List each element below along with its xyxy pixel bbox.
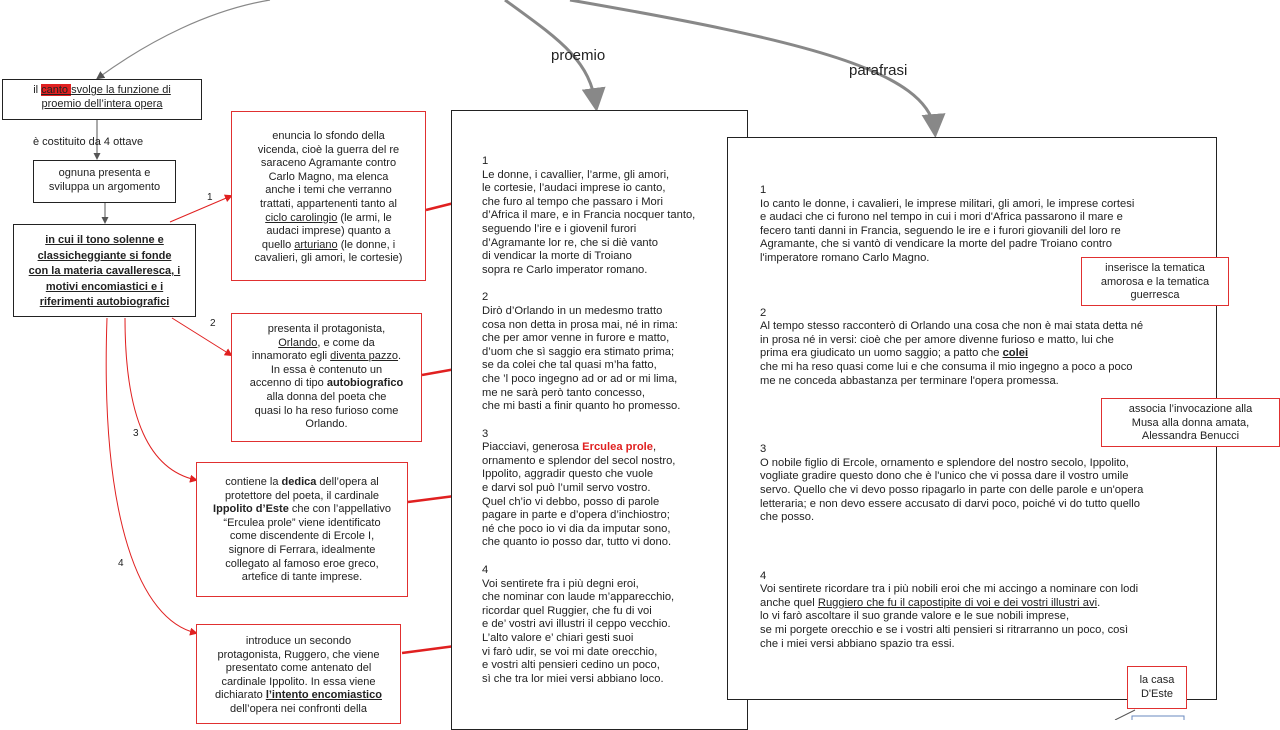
box2-line-1: ognuna presenta e bbox=[58, 167, 151, 179]
note-box-1 bbox=[231, 111, 426, 281]
edge-num-1: 1 bbox=[207, 192, 213, 203]
para-num: 1 bbox=[760, 184, 767, 196]
prose-line: fecero tanti danni in Francia, seguendo le ire e i furori giovanili del loro re bbox=[760, 224, 1121, 237]
verse: pagare in parte e d’opera d’inchiostro; bbox=[482, 509, 670, 522]
prose-line: Io canto le donne, i cavalieri, le imprese militari, gli amori, le imprese cortesi bbox=[760, 197, 1135, 210]
prose-line: e audaci che ci furono nel tempo in cui i mori d'Africa passarono il mare e bbox=[760, 211, 1123, 224]
n1-l6: trattati, appartenenti tanto al bbox=[260, 197, 397, 210]
prose-line: Al tempo stesso racconterò di Orlando una cosa che non è mai stata detta né bbox=[760, 320, 1144, 333]
erculea-prole: Erculea prole bbox=[582, 441, 654, 454]
n3-l5: come discendente di Ercole I, bbox=[229, 530, 375, 543]
proemio-stanza-4 bbox=[482, 564, 747, 686]
verse: e darvi sol può l’umil servo vostro. bbox=[482, 482, 651, 495]
prose-start: anche quel bbox=[760, 596, 818, 609]
stanza-num: 4 bbox=[482, 564, 489, 577]
n3-l2: protettore del poeta, il cardinale bbox=[224, 489, 380, 502]
prose-line: letteraria; e non devo essere accusato di darvi poco, poiché vi do tutto quello bbox=[760, 497, 1140, 510]
verse: Ippolito, aggradir questo che vuole bbox=[482, 468, 654, 481]
prose-end: . bbox=[1097, 596, 1101, 609]
parafrasi-p1 bbox=[760, 184, 1216, 266]
n1-l9a: quello bbox=[261, 238, 295, 251]
verse: d’Agramante lor re, che si diè vanto bbox=[482, 236, 658, 249]
n2-l6: alla donna del poeta che bbox=[266, 390, 387, 403]
box-ottave bbox=[33, 160, 176, 203]
callout-casa-este bbox=[1127, 666, 1187, 709]
verse: sì che tra lor miei versi abbiano loco. bbox=[482, 672, 664, 685]
n4-l3: presentato come antenato del bbox=[225, 662, 372, 675]
proemio-stanza-3 bbox=[482, 428, 747, 550]
n2-l5a: accenno di tipo bbox=[249, 377, 327, 390]
edge-num-3: 3 bbox=[133, 428, 139, 439]
prose-line: Agramante, che si vantò di vendicare la morte del padre Troiano contro bbox=[760, 238, 1112, 251]
n2-l1: presenta il protagonista, bbox=[267, 323, 386, 335]
n3-l1a: contiene la bbox=[225, 476, 282, 488]
n1-l8: audaci imprese) quanto a bbox=[266, 225, 391, 238]
note-box-3 bbox=[196, 462, 408, 597]
verse: L’alto valore e’ chiari gesti suoi bbox=[482, 632, 634, 644]
verse: le cortesie, l’audaci imprese io canto, bbox=[482, 182, 666, 195]
box3-line-1: in cui il tono solenne e bbox=[45, 234, 164, 246]
edge-3 bbox=[125, 318, 196, 480]
n1-l10: cavalieri, gli amori, le cortesie) bbox=[254, 252, 403, 265]
parafrasi-label: parafrasi bbox=[849, 62, 908, 79]
c3-l2: D'Este bbox=[1140, 687, 1174, 700]
callout-tematica bbox=[1081, 257, 1229, 306]
n3-l7: collegato al famoso eroe greco, bbox=[225, 557, 379, 570]
verse: e vostri alti pensieri cedino un poco, bbox=[482, 659, 660, 672]
verse-start: Piacciavi, generosa bbox=[482, 441, 583, 454]
n3-l8: artefice di tante imprese. bbox=[241, 571, 363, 584]
proemio-stanza-1 bbox=[482, 155, 747, 277]
c2-l1: associa l’invocazione alla bbox=[1128, 403, 1253, 415]
box3-line-2: classicheggiante si fonde bbox=[37, 249, 172, 262]
c2-l2: Musa alla donna amata, bbox=[1131, 416, 1250, 429]
box1-text-a: il bbox=[33, 84, 42, 96]
top-arrow-to-left bbox=[98, 0, 270, 78]
n1-l9r: (le donne, i bbox=[337, 238, 396, 251]
n1-l2: vicenda, cioè la guerra del re bbox=[257, 143, 400, 156]
n3-l1r: dell’opera al bbox=[316, 476, 379, 488]
verse: ricordar quel Ruggier, che fu di voi bbox=[482, 604, 652, 617]
prose-line: vogliate gradire questo dono che è l'unico che vi possa dare il vostro umile bbox=[760, 470, 1129, 483]
verse: che nominar con laude m’apparecchio, bbox=[482, 591, 675, 604]
verse: che per amor venne in furore e matto, bbox=[482, 332, 670, 345]
n2-l3a: innamorato egli bbox=[251, 350, 331, 363]
box3-line-5: riferimenti autobiografici bbox=[39, 296, 170, 309]
n2-l3r: . bbox=[398, 350, 402, 363]
edge-2 bbox=[172, 318, 231, 355]
n3-l6: signore di Ferrara, idealmente bbox=[228, 543, 376, 556]
verse: Dirò d’Orlando in un medesmo tratto bbox=[482, 304, 663, 317]
box-canto-proemio bbox=[2, 79, 202, 120]
prose-start: prima era giudicato un uomo saggio; a patto che bbox=[760, 347, 1003, 360]
n2-l4: In essa è contenuto un bbox=[270, 363, 383, 376]
bottom-box-stub bbox=[1132, 716, 1184, 720]
verse: cosa non detta in prosa mai, né in rima: bbox=[482, 318, 678, 331]
n4-l1: introduce un secondo bbox=[245, 635, 352, 647]
n1-l3: saraceno Agramante contro bbox=[260, 157, 397, 170]
parafrasi-p3 bbox=[760, 443, 1216, 525]
verse: sopra re Carlo imperator romano. bbox=[482, 263, 648, 276]
prose-line: Voi sentirete ricordare tra i più nobili eroi che mi accingo a nominare con lodi bbox=[760, 583, 1139, 596]
proemio-box bbox=[451, 110, 748, 730]
para-num: 4 bbox=[760, 569, 767, 582]
n4-l6: dell’opera nei confronti della bbox=[230, 702, 367, 715]
note-box-4 bbox=[196, 624, 401, 724]
note-box-2 bbox=[231, 313, 422, 442]
verse: se da colei che tal quasi m’ha fatto, bbox=[482, 359, 657, 372]
c1-l1: inserisce la tematica bbox=[1105, 262, 1205, 274]
prose-line: che posso. bbox=[760, 511, 815, 524]
parafrasi-p4 bbox=[760, 570, 1216, 652]
n2-l8: Orlando. bbox=[305, 418, 348, 431]
prose-line: me ne conceda abbastanza per terminare l'opera promessa. bbox=[760, 374, 1059, 387]
n4-intento: l’intento encomiastico bbox=[265, 689, 382, 702]
para-num: 3 bbox=[760, 443, 767, 456]
verse: vi farò udir, se voi mi date orecchio, bbox=[482, 645, 658, 658]
edge-num-4: 4 bbox=[118, 558, 124, 569]
verse: né che poco io vi dia da imputar sono, bbox=[482, 522, 671, 535]
prose-line: se mi porgete orecchio e se i vostri alti pensieri si ritrarranno un poco, così bbox=[760, 624, 1129, 637]
verse: Le donne, i cavallier, l’arme, gli amori, bbox=[482, 168, 670, 181]
c1-l3: guerresca bbox=[1130, 289, 1180, 302]
proemio-label: proemio bbox=[551, 47, 606, 64]
callout-musa bbox=[1101, 398, 1280, 447]
prose-line: l'imperatore romano Carlo Magno. bbox=[760, 251, 930, 264]
n4-l2: protagonista, Ruggero, che viene bbox=[217, 648, 380, 661]
n3-ippolito: Ippolito d’Este bbox=[213, 503, 289, 516]
proemio-stanza-2 bbox=[482, 291, 747, 413]
verse: d’uom che sì saggio era stimato prima; bbox=[482, 345, 675, 358]
edge-num-2: 2 bbox=[210, 318, 216, 329]
stanza-num: 1 bbox=[482, 155, 489, 167]
prose-line: che mi ha reso quasi come lui e che consuma il mio ingegno a poco a poco bbox=[760, 360, 1133, 373]
n1-ciclo: ciclo carolingio bbox=[265, 211, 338, 224]
box1-text-c: proemio dell’intera opera bbox=[41, 97, 163, 110]
n2-l7: quasi lo ha reso furioso come bbox=[254, 404, 399, 417]
n1-l4: Carlo Magno, ma elenca bbox=[268, 170, 389, 183]
verse: e de’ vostri avi illustri il ceppo vecchio. bbox=[482, 618, 671, 631]
verse-end: , bbox=[653, 441, 657, 454]
n1-arturiano: arturiano bbox=[294, 238, 338, 251]
n2-l2r: , e come da bbox=[317, 336, 375, 349]
box-tono bbox=[13, 224, 196, 317]
box1-text-b: svolge la funzione di bbox=[71, 84, 171, 96]
parafrasi-p2 bbox=[760, 307, 1216, 389]
c2-l3: Alessandra Benucci bbox=[1141, 430, 1240, 443]
c1-l2: amorosa e la tematica bbox=[1100, 275, 1210, 288]
n1-l7r: (le armi, le bbox=[337, 211, 392, 224]
edge-1 bbox=[170, 196, 231, 222]
para-num: 2 bbox=[760, 306, 767, 319]
verse: che quanto io posso dar, tutto vi dono. bbox=[482, 536, 672, 549]
verse: d’Africa il mare, e in Francia nocquer tanto, bbox=[482, 209, 696, 222]
n1-l5: anche i temi che verranno bbox=[265, 184, 392, 197]
verse: che furo al tempo che passaro i Mori bbox=[482, 195, 663, 208]
n4-l4: cardinale Ippolito. In essa viene bbox=[221, 675, 376, 688]
stanza-num: 3 bbox=[482, 427, 489, 440]
prose-line: lo vi farò ascoltare il suo grande valore e le sue nobili imprese, bbox=[760, 610, 1070, 623]
prose-line: servo. Quello che vi devo posso ripagarlo in parte con delle parole e un'opera bbox=[760, 483, 1144, 496]
prose-line: O nobile figlio di Ercole, ornamento e splendore del nostro secolo, Ippolito, bbox=[760, 456, 1129, 469]
n2-orlando: Orlando bbox=[278, 336, 318, 349]
verse: Quel ch’io vi debbo, posso di parole bbox=[482, 495, 660, 508]
box3-line-3: con la materia cavalleresca, i bbox=[28, 265, 181, 278]
edge-label-ottave: è costituito da 4 ottave bbox=[33, 136, 144, 148]
verse: che mi basti a finir quanto ho promesso. bbox=[482, 400, 681, 413]
n2-pazzo: diventa pazzo bbox=[330, 350, 399, 363]
n3-l4: “Erculea prole” viene identificato bbox=[223, 516, 381, 529]
verse: Voi sentirete fra i più degni eroi, bbox=[482, 577, 639, 590]
prose-line: in prosa né in versi: cioè che per amore divenne furioso e matto, lui che bbox=[760, 333, 1114, 346]
stanza-num: 2 bbox=[482, 291, 489, 304]
n2-autobio: autobiografico bbox=[326, 377, 404, 390]
prose-line: che i miei versi abbiano spazio tra essi. bbox=[760, 637, 955, 650]
verse: che ’l poco ingegno ad or ad or mi lima, bbox=[482, 372, 678, 385]
highlight-canto: canto bbox=[41, 84, 72, 96]
ruggiero-phrase: Ruggiero che fu il capostipite di voi e dei vostri illustri avi bbox=[817, 596, 1098, 609]
n4-l5a: dichiarato bbox=[215, 689, 266, 702]
verse: ornamento e splendor del secol nostro, bbox=[482, 454, 676, 467]
box3-line-4: motivi encomiastici e i bbox=[45, 280, 164, 293]
c3-l1: la casa bbox=[1139, 674, 1175, 686]
colei: colei bbox=[1002, 347, 1029, 360]
n3-dedica: dedica bbox=[281, 476, 317, 488]
n1-l1: enuncia lo sfondo della bbox=[272, 130, 385, 142]
verse: me ne sarà però tanto concesso, bbox=[482, 386, 645, 399]
verse: seguendo l’ire e i giovenil furori bbox=[482, 222, 637, 235]
n3-l3r: che con l’appellativo bbox=[288, 503, 391, 516]
box2-line-2: sviluppa un argomento bbox=[48, 180, 161, 193]
verse: di vendicar la morte di Troiano bbox=[482, 250, 632, 263]
